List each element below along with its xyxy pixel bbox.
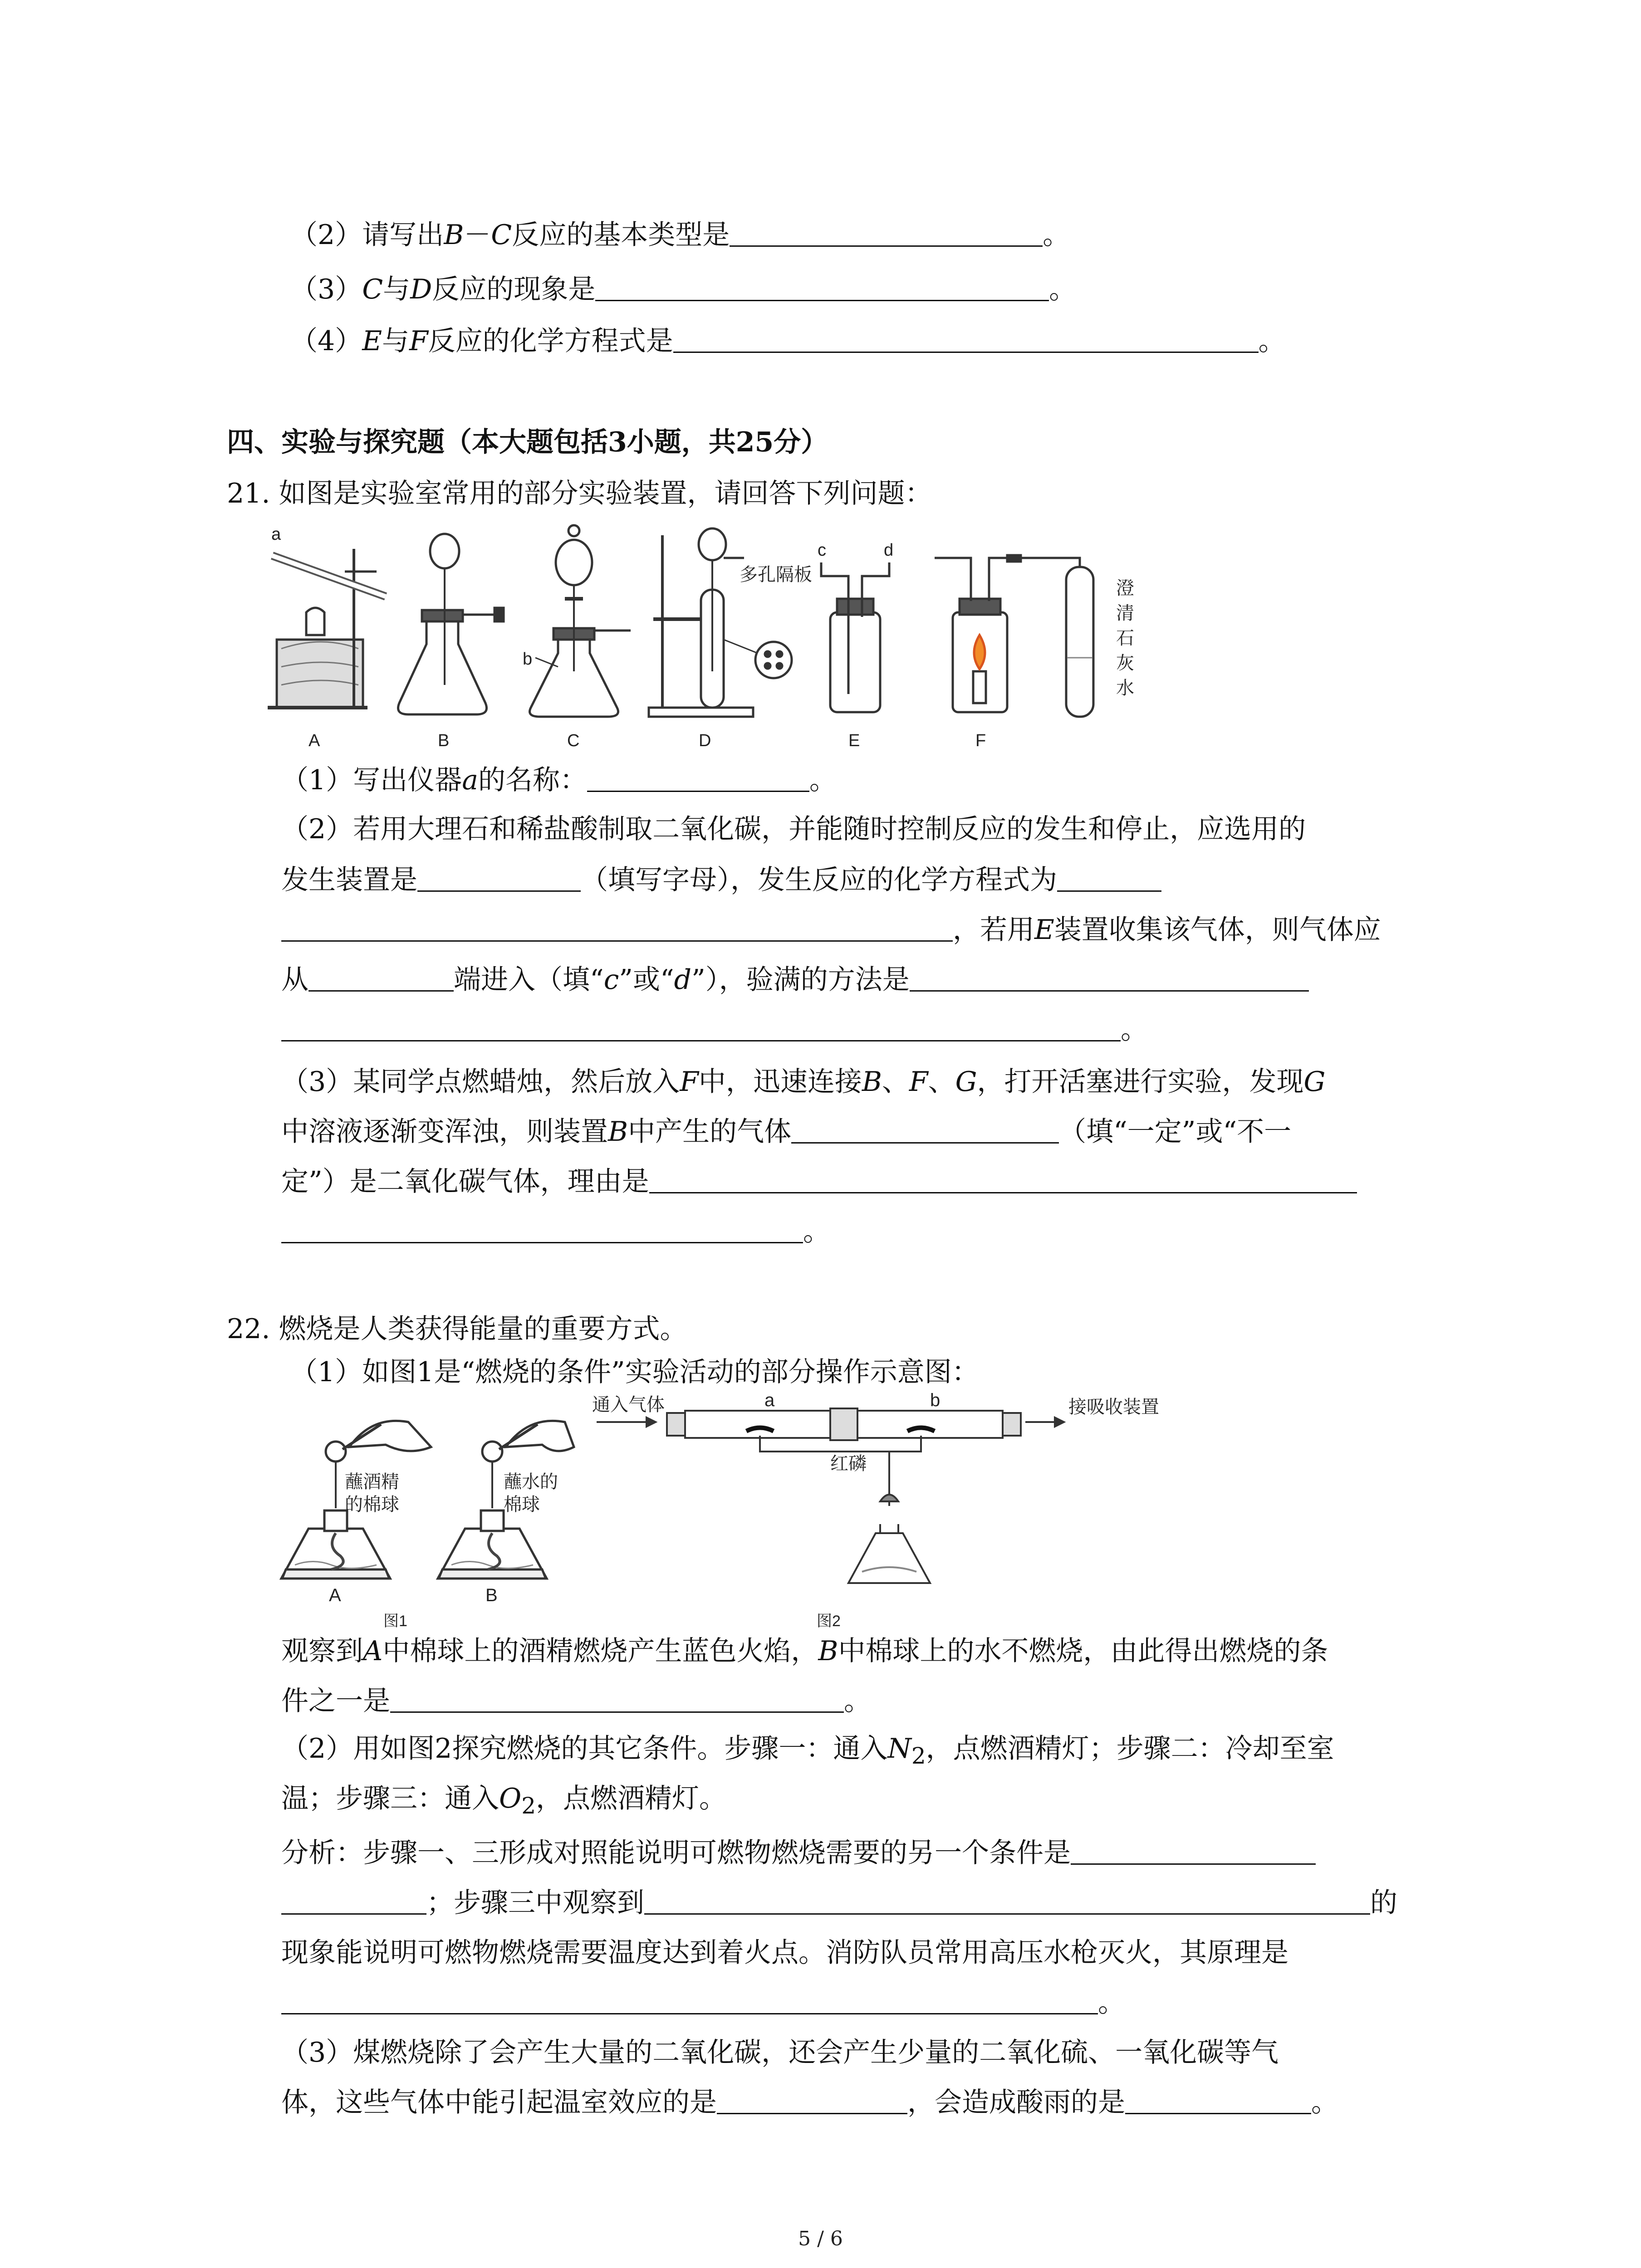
q21-part2-line4: 从 端进入（填“c”或“d”），验满的方法是 — [281, 962, 1309, 998]
answer-blank[interactable] — [587, 763, 809, 792]
label-limewater-3: 石 — [1116, 628, 1134, 648]
label-limewater-4: 灰 — [1116, 653, 1134, 673]
answer-blank[interactable] — [717, 2086, 907, 2114]
answer-blank[interactable] — [281, 1013, 1121, 1041]
apparatus-a-heating — [268, 549, 386, 708]
answer-blank[interactable] — [910, 963, 1309, 992]
answer-blank[interactable] — [673, 324, 1259, 353]
label-alcohol-ball-1: 蘸酒精 — [345, 1472, 399, 1492]
label-E: E — [848, 731, 860, 750]
apparatus-c-flask — [530, 525, 631, 717]
q22-obs-line1: 观察到A中棉球上的酒精燃烧产生蓝色火焰，B中棉球上的水不燃烧，由此得出燃烧的条 — [281, 1635, 1328, 1667]
q22-analysis-line4: 。 — [281, 1984, 1125, 2021]
q22-analysis-line2: ；步骤三中观察到 的 — [281, 1885, 1397, 1921]
answer-blank[interactable] — [309, 963, 454, 992]
q22-obs-line2: 件之一是 。 — [281, 1685, 871, 1717]
q20-part4: （4）E与F反应的化学方程式是 。 — [290, 325, 1286, 357]
apparatus-e-bottle — [821, 562, 889, 712]
answer-blank[interactable] — [730, 218, 1043, 247]
q22-part2-line1: （2）用如图2探究燃烧的其它条件。步骤一：通入$N_2$，点燃酒精灯；步骤二：冷却至室 — [281, 1733, 1334, 1769]
q22-part1-line1: （1）如图1是“燃烧的条件”实验活动的部分操作示意图： — [290, 1356, 979, 1388]
q20-part2: （2）请写出B－C反应的基本类型是 。 — [290, 219, 1070, 251]
apparatus-d-tube — [649, 528, 792, 717]
page-number: 5 / 6 — [798, 2227, 843, 2250]
label-to-absorber: 接吸收装置 — [1068, 1397, 1159, 1417]
q22-analysis-line1: 分析：步骤一、三形成对照能说明可燃物燃烧需要的另一个条件是 — [281, 1835, 1316, 1871]
label-alcohol-ball-2: 的棉球 — [345, 1495, 399, 1515]
label-porous-plate: 多孔隔板 — [740, 565, 812, 585]
answer-blank[interactable] — [649, 1165, 1357, 1193]
q21-stem: 21. 如图是实验室常用的部分实验装置，请回答下列问题： — [227, 478, 932, 509]
label-c: c — [818, 541, 826, 560]
label-water-ball-2: 棉球 — [504, 1495, 540, 1515]
answer-blank[interactable] — [595, 273, 1049, 301]
answer-blank[interactable] — [281, 1886, 426, 1915]
q22-figure2 — [590, 1388, 1180, 1628]
q21-part2-line5: 。 — [281, 1012, 1148, 1048]
answer-blank[interactable] — [281, 913, 953, 942]
q21-part3-line1: （3）某同学点燃蜡烛，然后放入F中，迅速连接B、F、G，打开活塞进行实验，发现G — [281, 1066, 1326, 1098]
answer-blank[interactable] — [1071, 1836, 1316, 1865]
answer-blank[interactable] — [1057, 863, 1161, 892]
fig2-caption: 图2 — [817, 1613, 841, 1628]
label-b: b — [930, 1390, 941, 1410]
label-A: A — [309, 731, 320, 750]
q22-part2-line2: 温；步骤三：通入$O_2$，点燃酒精灯。 — [281, 1783, 727, 1819]
section-title: 四、实验与探究题（本大题包括3小题，共25分） — [227, 426, 828, 458]
label-limewater-5: 水 — [1116, 678, 1134, 698]
label-a: a — [271, 525, 281, 544]
label-red-phosphorus: 红磷 — [830, 1454, 867, 1474]
label-F: F — [975, 731, 986, 750]
label-limewater-1: 澄 — [1116, 578, 1134, 598]
q22-figure1 — [272, 1397, 581, 1628]
apparatus-b-flask — [398, 534, 504, 714]
answer-blank[interactable] — [644, 1886, 1370, 1915]
label-a: a — [764, 1390, 775, 1410]
q21-part3-line3: 定”）是二氧化碳气体，理由是 — [281, 1163, 1357, 1200]
q21-part2-line1: （2）若用大理石和稀盐酸制取二氧化碳，并能随时控制反应的发生和停止，应选用的 — [281, 813, 1306, 845]
fig1-caption: 图1 — [383, 1613, 407, 1628]
label-B: B — [438, 731, 450, 750]
answer-blank[interactable] — [281, 1986, 1098, 2014]
label-limewater-2: 清 — [1116, 603, 1134, 623]
q20-part3: （3）C与D反应的现象是 。 — [290, 274, 1077, 305]
answer-blank[interactable] — [791, 1115, 1059, 1144]
label-D: D — [699, 731, 711, 750]
q21-part1: （1）写出仪器a的名称： 。 — [281, 764, 837, 796]
apparatus-f-candle-bottle — [935, 555, 1093, 717]
label-B: B — [485, 1585, 498, 1605]
label-b: b — [523, 650, 533, 669]
q22-analysis-line3: 现象能说明可燃物燃烧需要温度达到着火点。消防队员常用高压水枪灭火，其原理是 — [281, 1937, 1288, 1969]
label-C: C — [567, 731, 580, 750]
answer-blank[interactable] — [1125, 2086, 1311, 2114]
label-A: A — [329, 1585, 341, 1605]
q21-part3-line4: 。 — [281, 1213, 830, 1250]
q21-part3-line2: 中溶液逐渐变浑浊，则装置B中产生的气体 （填“一定”或“不一 — [281, 1116, 1292, 1148]
label-gas-in: 通入气体 — [592, 1395, 665, 1415]
label-d: d — [884, 541, 894, 560]
q22-part3-line1: （3）煤燃烧除了会产生大量的二氧化碳，还会产生少量的二氧化硫、一氧化碳等气 — [281, 2037, 1279, 2068]
answer-blank[interactable] — [281, 1215, 803, 1243]
q21-apparatus-figure — [263, 522, 1189, 758]
q22-part3-line2: 体，这些气体中能引起温室效应的是 ，会造成酸雨的是 。 — [281, 2087, 1338, 2118]
answer-blank[interactable] — [390, 1684, 844, 1713]
q22-stem: 22. 燃烧是人类获得能量的重要方式。 — [227, 1313, 687, 1345]
q21-part2-line2: 发生装置是 （填写字母），发生反应的化学方程式为 — [281, 862, 1161, 898]
answer-blank[interactable] — [417, 863, 581, 892]
label-water-ball-1: 蘸水的 — [504, 1472, 558, 1492]
q21-part2-line3: ，若用E装置收集该气体，则气体应 — [281, 912, 1381, 948]
